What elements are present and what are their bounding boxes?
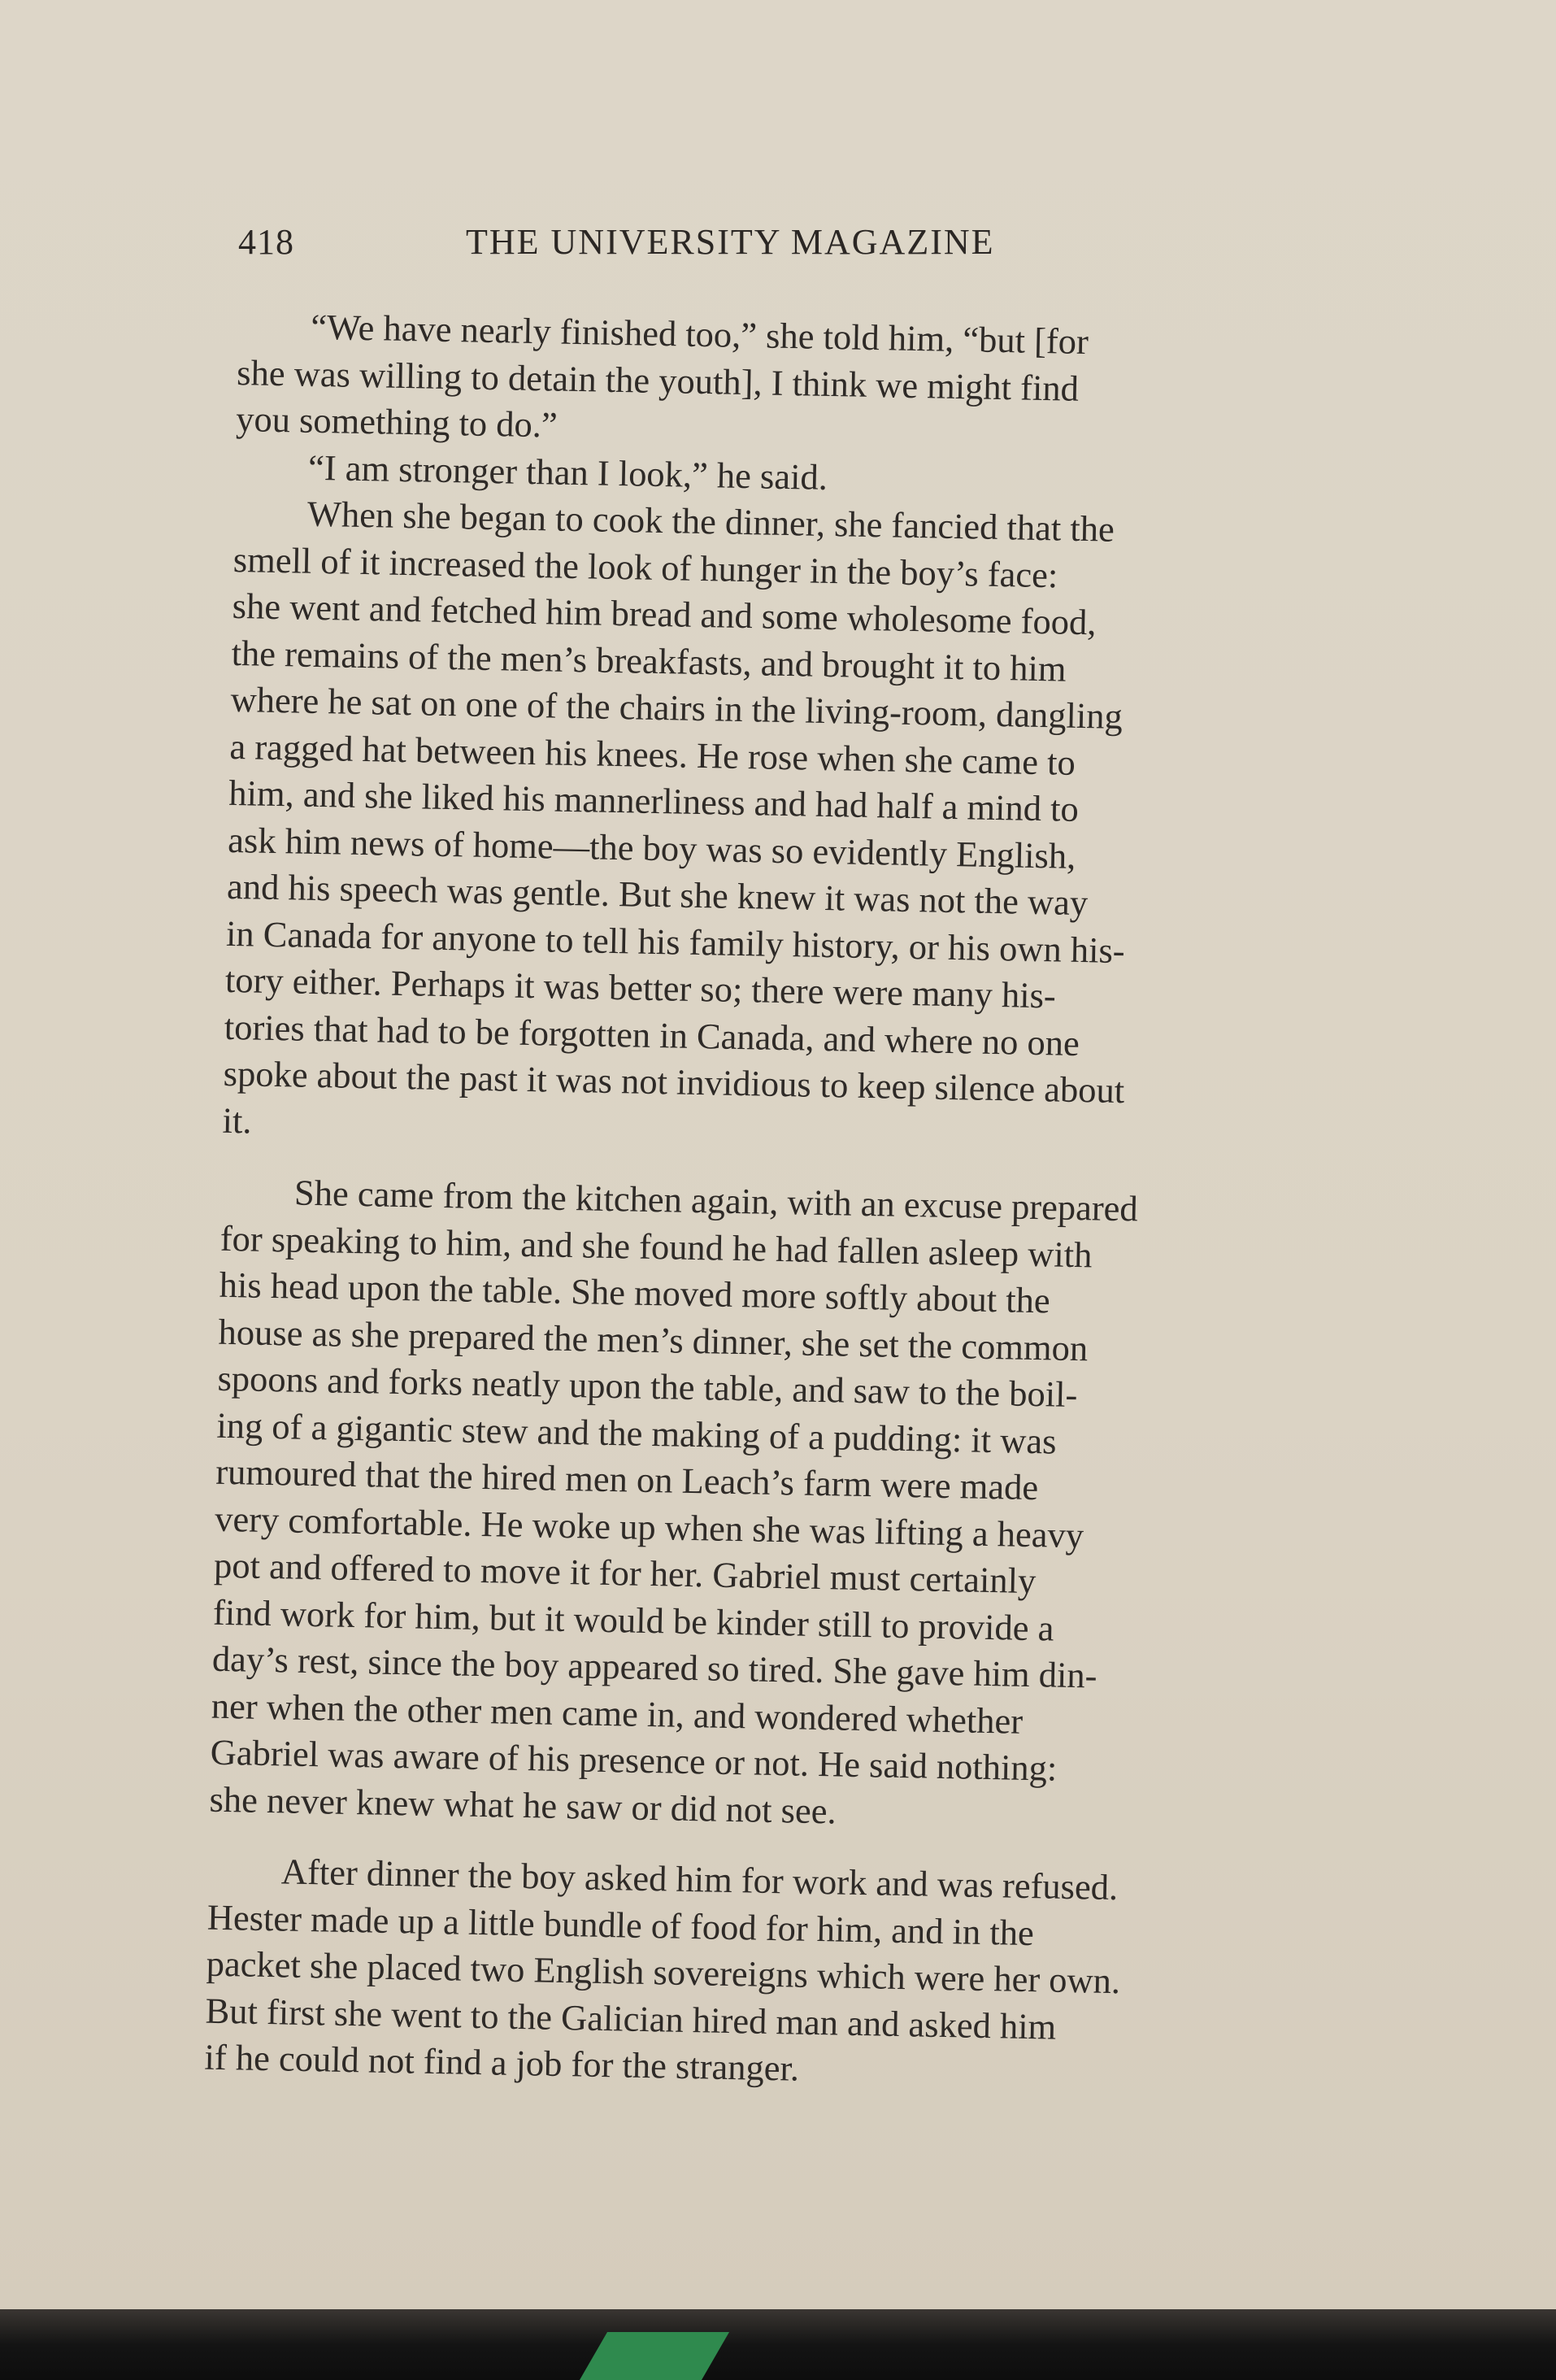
text-line: if he could not find a job for the stranger.: [204, 2036, 800, 2089]
text-line: a ragged hat between his knees. He rose when she came to: [229, 725, 1076, 783]
text-line: “I am stronger than I look,” he said.: [307, 446, 828, 498]
text-line: in Canada for anyone to tell his family history, or his own his-: [225, 912, 1126, 971]
text-line: ner when the other men came in, and wondered whether: [211, 1685, 1024, 1742]
text-line: she was willing to detain the youth], I think we might find: [236, 351, 1080, 409]
text-line: tory either. Perhaps it was better so; there were many his-: [224, 959, 1057, 1016]
dark-page-edge: [0, 2309, 1556, 2380]
text-line: find work for him, but it would be kinder still to provide a: [212, 1591, 1054, 1649]
text-line: you something to do.”: [235, 398, 559, 446]
text-line: the remains of the men’s breakfasts, and brought it to him: [231, 632, 1067, 690]
text-line: After dinner the boy asked him for work and was refused.: [280, 1851, 1119, 1908]
text-line: tories that had to be forgotten in Canada, and where no one: [224, 1006, 1080, 1064]
text-line: day’s rest, since the boy appeared so tired. She gave him din-: [211, 1638, 1097, 1696]
text-line: pot and offered to move it for her. Gabriel must certainly: [213, 1544, 1037, 1602]
running-head-title: THE UNIVERSITY MAGAZINE: [466, 222, 995, 262]
text-line: packet she placed two English sovereigns which were her own.: [206, 1943, 1121, 2002]
text-line: she never knew what he saw or did not see.: [209, 1778, 837, 1831]
page-number: 418: [238, 222, 294, 262]
text-line: When she began to cook the dinner, she fancied that the: [306, 493, 1115, 550]
text-line: it.: [222, 1099, 253, 1141]
text-line: very comfortable. He woke up when she was lifting a heavy: [214, 1498, 1084, 1555]
paragraph-4: [209, 1168, 1343, 1844]
text-line: smell of it increased the look of hunger in the boy’s face:: [233, 538, 1058, 595]
text-line: his head upon the table. She moved more softly about the: [219, 1264, 1051, 1321]
text-line: spoons and forks neatly upon the table, and saw to the boil-: [217, 1357, 1078, 1416]
text-line: Gabriel was aware of his presence or not. He said nothing:: [210, 1731, 1058, 1789]
text-line: ask him news of home—the boy was so evidently English,: [227, 819, 1076, 877]
page-header: [238, 221, 1116, 270]
paragraph-3: [222, 489, 1356, 1165]
text-line: “We have nearly finished too,” she told him, “but [for: [310, 306, 1089, 363]
text-line: house as she prepared the men’s dinner, she set the common: [218, 1311, 1089, 1368]
text-line: him, and she liked his mannerliness and had half a mind to: [228, 772, 1080, 829]
text-line: she went and fetched him bread and some wholesome food,: [232, 585, 1097, 643]
body-text: [204, 302, 1360, 2103]
text-line: and his speech was gentle. But she knew it was not the way: [226, 865, 1089, 924]
text-line: Hester made up a little bundle of food for him, and in the: [206, 1896, 1035, 1953]
text-line: But first she went to the Galician hired man and asked him: [205, 1990, 1057, 2047]
paragraph-1: [236, 302, 1360, 464]
text-line: ing of a gigantic stew and the making of a pudding: it was: [216, 1404, 1057, 1462]
text-line: for speaking to him, and she found he had fallen asleep with: [219, 1217, 1093, 1275]
text-line: rumoured that the hired men on Leach’s farm were made: [215, 1451, 1039, 1508]
text-line: She came from the kitchen again, with an excuse prepared: [293, 1172, 1139, 1229]
paragraph-5: [204, 1847, 1330, 2103]
text-line: where he sat on one of the chairs in the living-room, dangling: [230, 678, 1124, 737]
text-line: spoke about the past it was not invidious to keep silence about: [223, 1052, 1125, 1112]
